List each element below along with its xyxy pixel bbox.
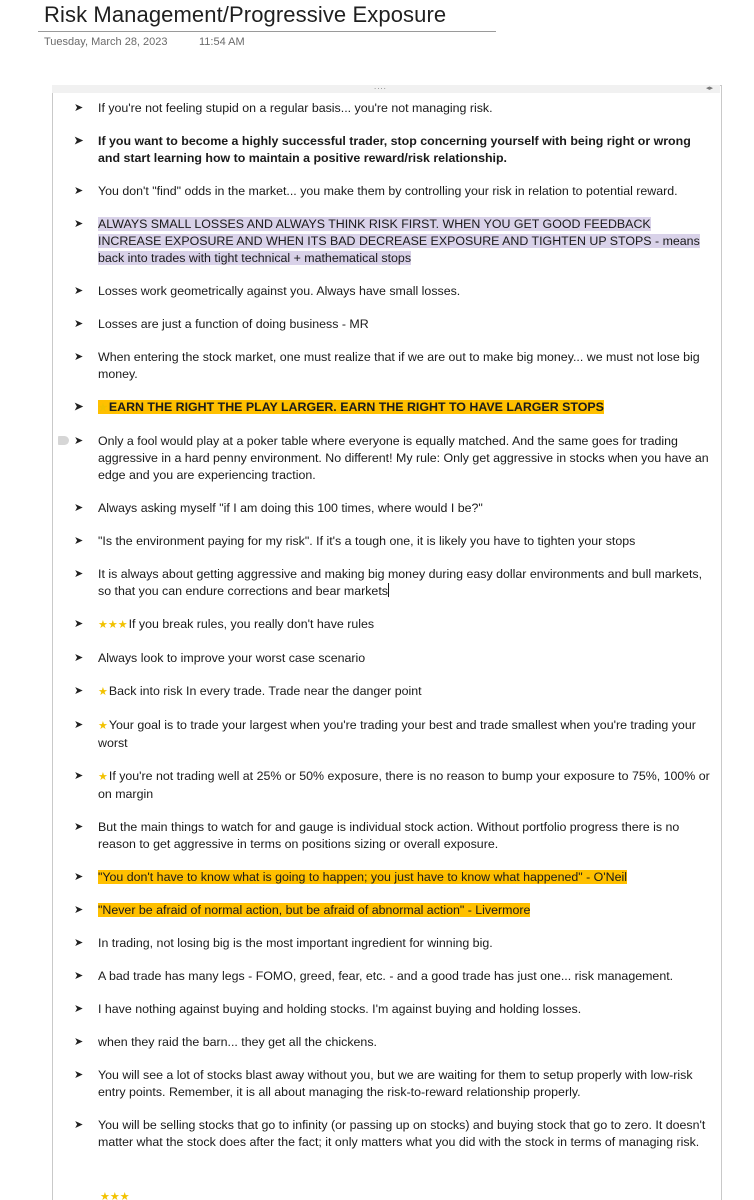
list-item-text: Back into risk In every trade. Trade near the danger point xyxy=(108,684,422,698)
arrowhead-bullet-icon: ➤ xyxy=(74,1119,84,1131)
list-item[interactable] xyxy=(66,133,716,167)
container-move-handle[interactable]: .... xyxy=(374,82,387,91)
star-icon: ★ xyxy=(98,771,108,783)
list-item[interactable] xyxy=(66,533,716,550)
highlighted-text xyxy=(98,400,604,414)
text-cursor xyxy=(388,583,389,597)
arrowhead-bullet-icon: ➤ xyxy=(74,435,84,447)
list-item-text: Losses are just a function of doing business - MR xyxy=(98,317,369,331)
list-item-text: If you're not feeling stupid on a regular basis... you're not managing risk. xyxy=(98,101,493,115)
arrowhead-bullet-icon: ➤ xyxy=(74,652,84,664)
list-item[interactable] xyxy=(66,1117,716,1151)
highlighted-text: ALWAYS SMALL LOSSES AND ALWAYS THINK RISK FIRST. WHEN YOU GET GOOD FEEDBACK INCREASE EXPOSURE AND WHEN ITS BAD DECREASE EXPOSURE AND TIGHTEN UP STOPS - means back into trades with tight technical + mathematical stops xyxy=(98,217,700,265)
arrowhead-bullet-icon: ➤ xyxy=(74,1069,84,1081)
arrowhead-bullet-icon: ➤ xyxy=(74,102,84,114)
list-item-text: A bad trade has many legs - FOMO, greed, fear, etc. - and a good trade has just one... risk management. xyxy=(98,969,674,983)
list-item[interactable] xyxy=(66,316,716,333)
star-icon: ★ xyxy=(98,686,108,698)
list-item[interactable] xyxy=(66,819,716,853)
list-item-text: You will see a lot of stocks blast away without you, but we are waiting for them to setup properly with low-risk entry points. Remember, it is all about managing the risk-to-reward relationship properly. xyxy=(98,1068,693,1099)
list-item[interactable] xyxy=(66,349,716,383)
list-item-text: If you want to become a highly successful trader, stop concerning yourself with being right or wrong and start learning how to maintain a positive reward/risk relationship. xyxy=(98,134,691,165)
list-item-text: Losses work geometrically against you. Always have small losses. xyxy=(98,284,461,298)
arrowhead-bullet-icon: ➤ xyxy=(74,185,84,197)
arrowhead-bullet-icon: ➤ xyxy=(74,685,84,697)
highlighted-text: "You don't have to know what is going to happen; you just have to know what happened" - O'Neil xyxy=(98,870,628,884)
list-item[interactable] xyxy=(66,717,716,752)
arrowhead-bullet-icon: ➤ xyxy=(74,871,84,883)
list-item[interactable] xyxy=(66,433,716,484)
arrowhead-bullet-icon: ➤ xyxy=(74,218,84,230)
list-item-text: Always look to improve your worst case scenario xyxy=(98,651,366,665)
list-item[interactable] xyxy=(66,683,716,701)
list-item[interactable] xyxy=(66,869,716,886)
list-item[interactable] xyxy=(66,902,716,919)
arrowhead-bullet-icon: ➤ xyxy=(74,618,84,630)
arrowhead-bullet-icon: ➤ xyxy=(74,821,84,833)
page-time: 11:54 AM xyxy=(199,36,245,48)
list-item-text: Always asking myself "if I am doing this 100 times, where would I be?" xyxy=(98,501,483,515)
list-item-text: Only a fool would play at a poker table where everyone is equally matched. And the same goes for trading aggressive in a hard penny environment. No different! My rule: Only get aggressive in stocks when you have an edge and you are experiencing traction. xyxy=(98,434,709,482)
page-title[interactable]: Risk Management/Progressive Exposure xyxy=(44,2,447,27)
star-icon: ★ xyxy=(98,402,108,414)
title-underline xyxy=(38,31,496,32)
arrowhead-bullet-icon: ➤ xyxy=(74,318,84,330)
arrowhead-bullet-icon: ➤ xyxy=(74,502,84,514)
bullet-list xyxy=(66,100,716,1167)
list-item[interactable] xyxy=(66,768,716,803)
list-item-text: In trading, not losing big is the most important ingredient for winning big. xyxy=(98,936,493,950)
list-item[interactable] xyxy=(66,100,716,117)
arrowhead-bullet-icon: ➤ xyxy=(74,535,84,547)
list-item[interactable] xyxy=(66,1001,716,1018)
arrowhead-bullet-icon: ➤ xyxy=(74,904,84,916)
list-item-text: EARN THE RIGHT THE PLAY LARGER. EARN THE RIGHT TO HAVE LARGER STOPS xyxy=(108,400,604,414)
list-item-text: "Is the environment paying for my risk". If it's a tough one, it is likely you have to tighten your stops xyxy=(98,534,636,548)
container-resize-handle[interactable]: ◂▸ xyxy=(706,85,714,92)
list-item[interactable] xyxy=(66,216,716,267)
arrowhead-bullet-icon: ➤ xyxy=(74,719,84,731)
arrowhead-bullet-icon: ➤ xyxy=(74,770,84,782)
arrowhead-bullet-icon: ➤ xyxy=(74,1036,84,1048)
list-item-text: Your goal is to trade your largest when you're trading your best and trade smallest when you're trading your worst xyxy=(98,718,696,750)
list-item-text: If you're not trading well at 25% or 50% exposure, there is no reason to bump your exposure to 75%, 100% or on margin xyxy=(98,769,710,801)
arrowhead-bullet-icon: ➤ xyxy=(74,1003,84,1015)
list-item[interactable] xyxy=(66,399,716,417)
list-item[interactable] xyxy=(66,1034,716,1051)
list-item-text: I have nothing against buying and holding stocks. I'm against buying and holding losses. xyxy=(98,1002,582,1016)
star-icon: ★★★ xyxy=(98,619,128,631)
list-item[interactable] xyxy=(66,935,716,952)
list-item[interactable] xyxy=(66,183,716,200)
arrowhead-bullet-icon: ➤ xyxy=(74,351,84,363)
list-item[interactable] xyxy=(66,968,716,985)
note-tag-icon[interactable] xyxy=(58,436,69,445)
list-item-text: If you break rules, you really don't have rules xyxy=(128,617,375,631)
arrowhead-bullet-icon: ➤ xyxy=(74,401,84,413)
list-item[interactable] xyxy=(66,500,716,517)
arrowhead-bullet-icon: ➤ xyxy=(74,135,84,147)
list-item-text: You will be selling stocks that go to infinity (or passing up on stocks) and buying stock that go to zero. It doesn't matter what the stock does after the fact; it only matters what you did with the stock in terms of managing risk. xyxy=(98,1118,706,1149)
list-item[interactable] xyxy=(66,566,716,600)
list-item[interactable] xyxy=(66,1067,716,1101)
arrowhead-bullet-icon: ➤ xyxy=(74,285,84,297)
list-item-text: It is always about getting aggressive and making big money during easy dollar environments and bull markets, so that you can endure corrections and bear markets xyxy=(98,567,703,598)
highlighted-text: "Never be afraid of normal action, but be afraid of abnormal action" - Livermore xyxy=(98,903,531,917)
list-item-text: when they raid the barn... they get all the chickens. xyxy=(98,1035,377,1049)
page-date: Tuesday, March 28, 2023 xyxy=(44,36,168,48)
star-icon: ★★★ xyxy=(100,1191,130,1200)
list-item-text: You don't "find" odds in the market... you make them by controlling your risk in relation to potential reward. xyxy=(98,184,678,198)
list-item-text: But the main things to watch for and gauge is individual stock action. Without portfolio progress there is no reason to get aggressive in terms on positions sizing or overall exposure. xyxy=(98,820,680,851)
list-item[interactable] xyxy=(66,283,716,300)
list-item[interactable] xyxy=(66,650,716,667)
list-item[interactable] xyxy=(66,616,716,634)
list-item-text: When entering the stock market, one must realize that if we are out to make big money... we must not lose big money. xyxy=(98,350,700,381)
arrowhead-bullet-icon: ➤ xyxy=(74,937,84,949)
arrowhead-bullet-icon: ➤ xyxy=(74,970,84,982)
star-icon: ★ xyxy=(98,720,108,732)
arrowhead-bullet-icon: ➤ xyxy=(74,568,84,580)
